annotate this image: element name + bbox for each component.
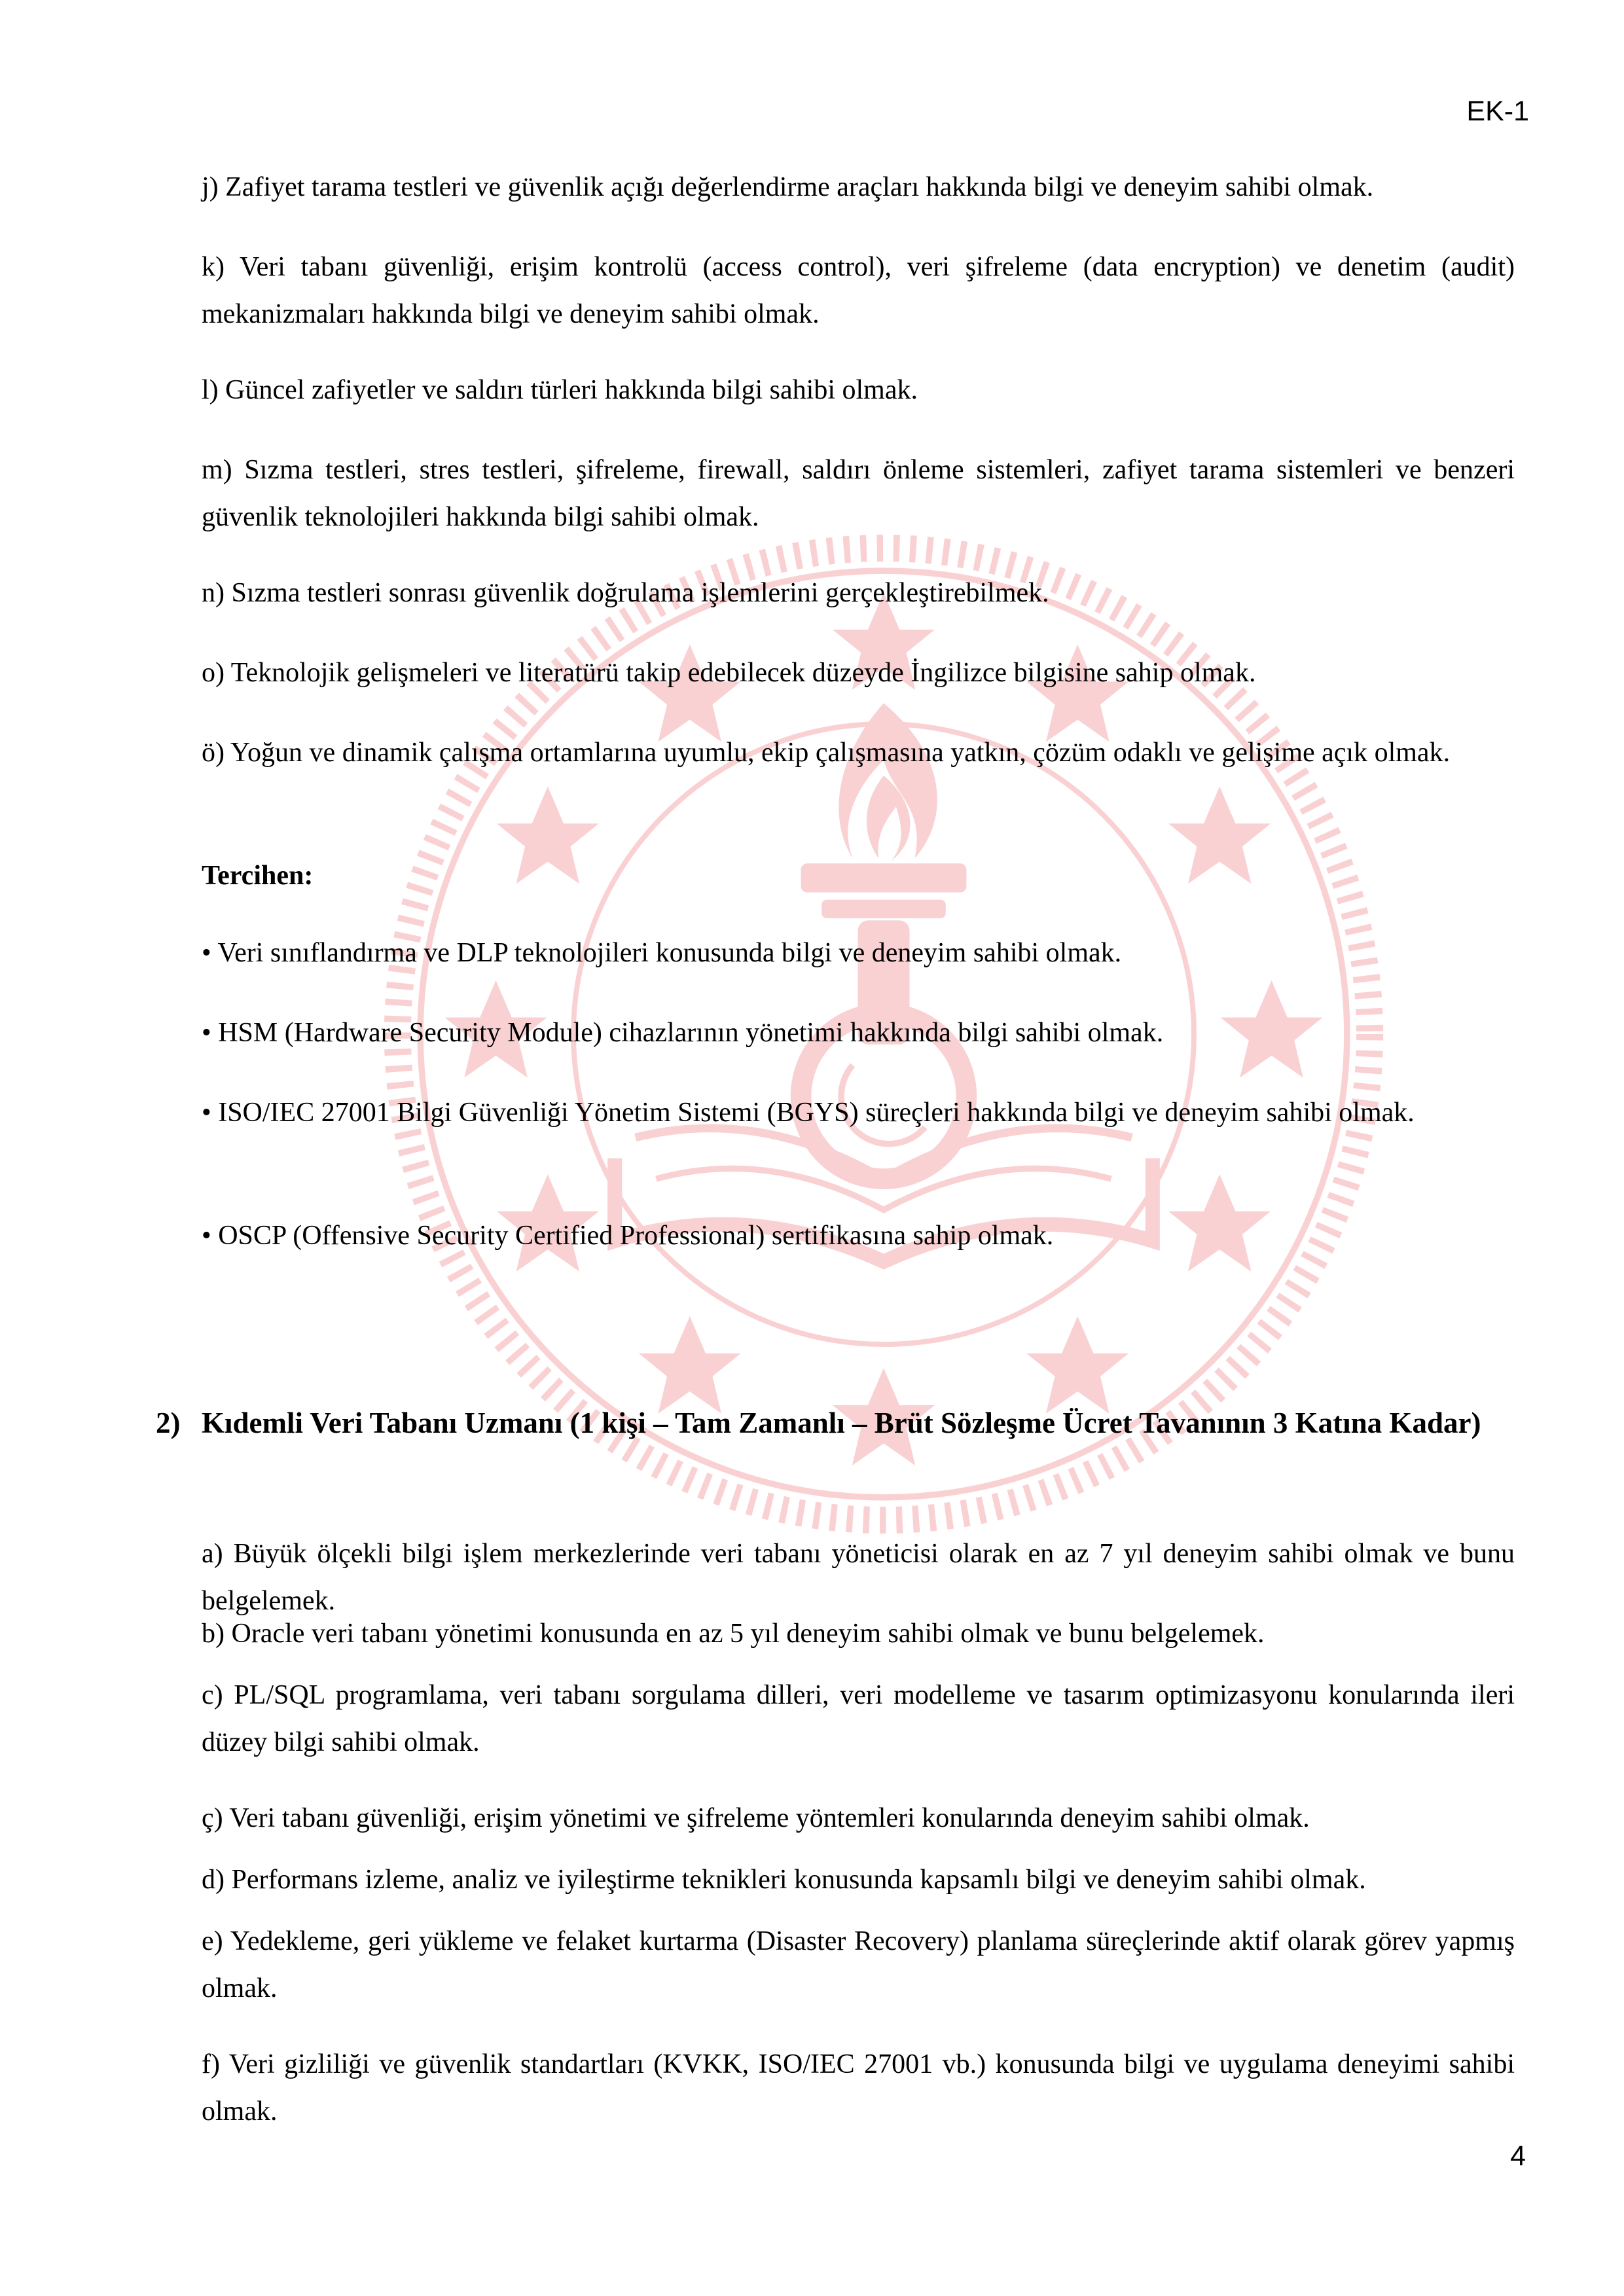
preferred-heading: Tercihen: (202, 861, 314, 891)
preferred-item: • Veri sınıflandırma ve DLP teknolojileri konusunda bilgi ve deneyim sahibi olmak. (202, 938, 1122, 968)
requirement-item: m) Sızma testleri, stres testleri, şifreleme, firewall, saldırı önleme sistemleri, zafiyet tarama sistemleri ve benzeri güvenlik teknolojileri hakkında bilgi sahibi olmak. (202, 455, 1515, 532)
requirement-item: k) Veri tabanı güvenliği, erişim kontrolü (access control), veri şifreleme (data encryption) ve denetim (audit) mekanizmaları hakkında bilgi ve deneyim sahibi olmak. (202, 252, 1515, 329)
preferred-item: • ISO/IEC 27001 Bilgi Güvenliği Yönetim Sistemi (BGYS) süreçleri hakkında bilgi ve deneyim sahibi olmak. (202, 1098, 1415, 1128)
requirement-item: a) Büyük ölçekli bilgi işlem merkezlerinde veri tabanı yöneticisi olarak en az 7 yıl deneyim sahibi olmak ve bunu belgelemek. (202, 1539, 1515, 1616)
requirement-item: c) PL/SQL programlama, veri tabanı sorgulama dilleri, veri modelleme ve tasarım optimizasyonu konularında ileri düzey bilgi sahibi olmak. (202, 1680, 1515, 1757)
requirement-item: l) Güncel zafiyetler ve saldırı türleri hakkında bilgi sahibi olmak. (202, 375, 918, 405)
document-code: EK-1 (1466, 96, 1529, 127)
section-2-title: Kıdemli Veri Tabanı Uzmanı (1 kişi – Tam Zamanlı – Brüt Sözleşme Ücret Tavanının 3 Katına Kadar) (202, 1407, 1481, 1439)
requirement-item: b) Oracle veri tabanı yönetimi konusunda en az 5 yıl deneyim sahibi olmak ve bunu belgelemek. (202, 1619, 1265, 1649)
requirement-item: ç) Veri tabanı güvenliği, erişim yönetimi ve şifreleme yöntemleri konularında deneyim sahibi olmak. (202, 1803, 1310, 1833)
preferred-item: • HSM (Hardware Security Module) cihazlarının yönetimi hakkında bilgi sahibi olmak. (202, 1018, 1164, 1048)
requirement-item: n) Sızma testleri sonrası güvenlik doğrulama işlemlerini gerçekleştirebilmek. (202, 578, 1049, 608)
section-2-number: 2) (156, 1407, 181, 1439)
requirement-item: e) Yedekleme, geri yükleme ve felaket kurtarma (Disaster Recovery) planlama süreçlerinde aktif olarak görev yapmış olmak. (202, 1926, 1515, 2003)
preferred-item: • OSCP (Offensive Security Certified Professional) sertifikasına sahip olmak. (202, 1221, 1054, 1251)
requirement-item: o) Teknolojik gelişmeleri ve literatürü takip edebilecek düzeyde İngilizce bilgisine sahip olmak. (202, 658, 1256, 688)
page-number: 4 (1510, 2140, 1526, 2172)
requirement-item: f) Veri gizliliği ve güvenlik standartları (KVKK, ISO/IEC 27001 vb.) konusunda bilgi ve uygulama deneyimi sahibi olmak. (202, 2049, 1515, 2126)
requirement-item: j) Zafiyet tarama testleri ve güvenlik açığı değerlendirme araçları hakkında bilgi ve deneyim sahibi olmak. (202, 172, 1374, 202)
requirement-item: d) Performans izleme, analiz ve iyileştirme teknikleri konusunda kapsamlı bilgi ve deneyim sahibi olmak. (202, 1865, 1366, 1895)
requirement-item: ö) Yoğun ve dinamik çalışma ortamlarına uyumlu, ekip çalışmasına yatkın, çözüm odaklı ve gelişime açık olmak. (202, 738, 1451, 768)
